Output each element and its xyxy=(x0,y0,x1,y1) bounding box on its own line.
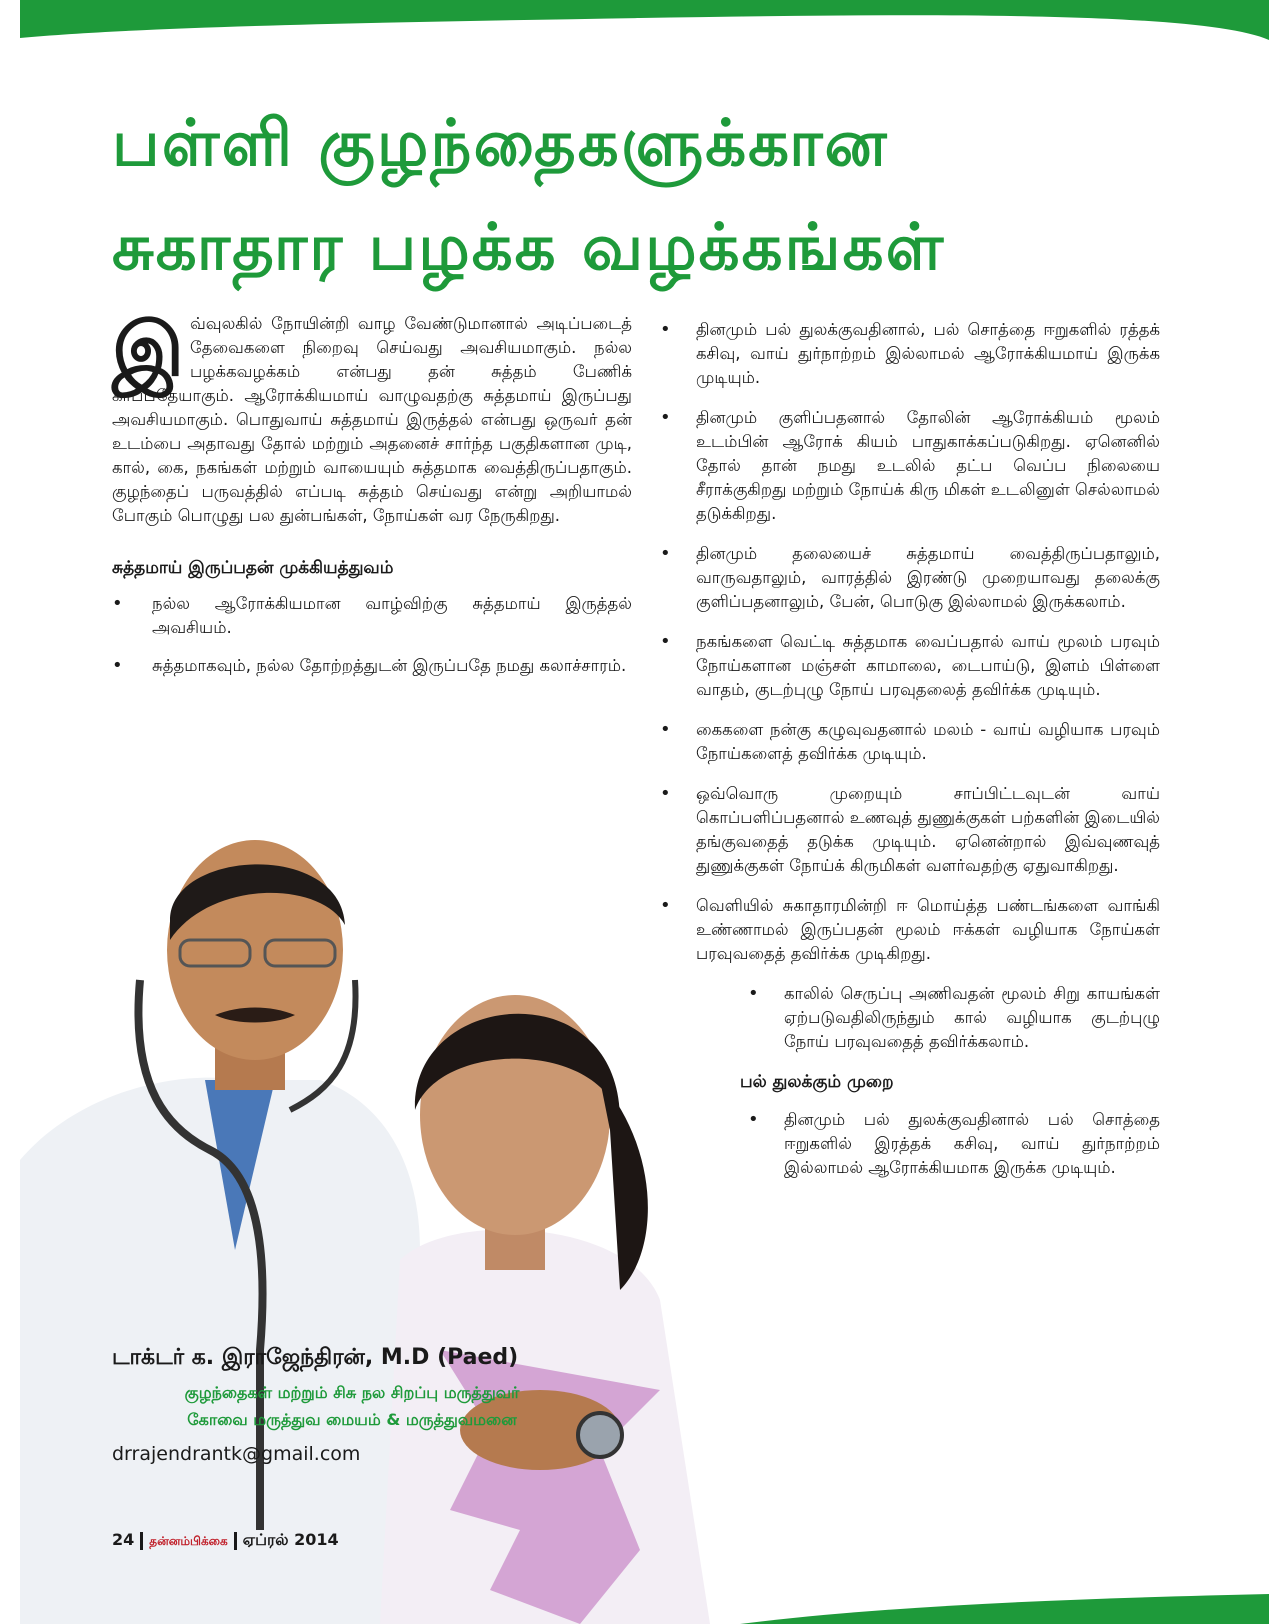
drop-cap: இ xyxy=(112,307,184,393)
brushing-list xyxy=(748,1108,1160,1180)
bullet-icon: • xyxy=(112,655,123,676)
doctor-and-child-photo xyxy=(20,830,750,1624)
bullet-icon: • xyxy=(660,783,671,804)
page-number: 24 xyxy=(112,1530,135,1549)
author-role: குழந்தைகள் மற்றும் சிசு நல சிறப்பு மருத்துவர் xyxy=(184,1383,520,1402)
list-item: • கைகளை நன்கு கழுவுவதனால் மலம் - வாய் வழியாக பரவும் நோய்களைத் தவிர்க்க முடியும். xyxy=(660,719,1160,763)
list-item: • ஒவ்வொரு முறையும் சாப்பிட்டவுடன் வாய் கொப்பளிப்பதனால் உணவுத் துணுக்குகள் பற்களின் இடையில் தங்குவதைத் தடுக்க முடியும். ஏனென்றால் இவ்வுணவுத் துணுக்குகள் நோய்க் கிருமிகள் வளர்வதற்கு ஏதுவாகிறது. xyxy=(660,783,1160,875)
bullet-icon: • xyxy=(748,983,759,1004)
footwear-tip-list xyxy=(748,982,1160,1054)
author-credit xyxy=(112,1345,632,1465)
magazine-logo: தன்னம்பிக்கை xyxy=(149,1534,228,1548)
author-name: டாக்டர் க. இராஜேந்திரன், M.D (Paed) xyxy=(112,1345,519,1370)
bullet-icon: • xyxy=(660,319,671,340)
author-email[interactable]: drrajendrantk@gmail.com xyxy=(112,1443,361,1465)
title-line-1: பள்ளி குழந்தைகளுக்கான xyxy=(112,107,889,181)
section-heading-importance: சுத்தமாய் இருப்பதன் முக்கியத்துவம் xyxy=(112,558,394,578)
footer-divider xyxy=(140,1532,143,1550)
list-item: • நல்ல ஆரோக்கியமான வாழ்விற்கு சுத்தமாய் இருத்தல் அவசியம். xyxy=(112,593,632,637)
issue-date: ஏப்ரல் 2014 xyxy=(242,1530,339,1549)
section-heading-brushing: பல் துலக்கும் முறை xyxy=(740,1072,894,1092)
list-item: • காலில் செருப்பு அணிவதன் மூலம் சிறு காயங்கள் ஏற்படுவதிலிருந்தும் கால் வழியாக குடற்புழு நோய் பரவுவதைத் தவிர்க்கலாம். xyxy=(748,983,1160,1051)
bullet-icon: • xyxy=(660,543,671,564)
bottom-green-band xyxy=(0,1564,1269,1624)
intro-text: வ்வுலகில் நோயின்றி வாழ வேண்டுமானால் அடிப்படைத் தேவைகளை நிறைவு செய்வது அவசியமாகும். நல்ல பழக்கவழக்கம் என்பது தன் சுத்தம் பேணிக் காப்பதேயாகும். ஆரோக்கியமாய் வாழுவதற்கு சுத்தமாய் இருப்பது அவசியமாகும். பொதுவாய் சுத்தமாய் இருத்தல் என்பது ஒருவர் தன் உடம்பை அதாவது தோல் மற்றும் அதனைச் சார்ந்த பகுதிகளான முடி, கால், கை, நகங்கள் மற்றும் வாயையும் சுத்தமாக வைத்திருப்பதாகும். குழந்தைப் பருவத்தில் எப்படி சுத்தம் செய்வது என்று அறியாமல் போகும் பொழுது பல துன்பங்கள், நோய்கள் வர நேருகிறது. xyxy=(112,314,632,525)
page-footer xyxy=(112,1530,339,1551)
list-item: • நகங்களை வெட்டி சுத்தமாக வைப்பதால் வாய் மூலம் பரவும் நோய்களான மஞ்சள் காமாலை, டைபாய்டு, இளம் பிள்ளை வாதம், குடற்புழு நோய் பரவுதலைத் தவிர்க்க முடியும். xyxy=(660,631,1160,699)
list-item: • தினமும் பல் துலக்குவதினால் பல் சொத்தை ஈறுகளில் இரத்தக் கசிவு, வாய் துர்நாற்றம் இல்லாமல் ஆரோக்கியமாக இருக்க முடியும். xyxy=(748,1109,1160,1177)
right-column xyxy=(660,318,1160,1196)
bullet-icon: • xyxy=(660,631,671,652)
intro-paragraph xyxy=(112,307,632,528)
list-item: • தினமும் பல் துலக்குவதினால், பல் சொத்தை ஈறுகளில் ரத்தக் கசிவு, வாய் துர்நாற்றம் இல்லாமல் ஆரோக்கியமாய் இருக்க முடியும். xyxy=(660,319,1160,387)
bullet-icon: • xyxy=(748,1109,759,1130)
list-item: • சுத்தமாகவும், நல்ல தோற்றத்துடன் இருப்பதே நமது கலாச்சாரம். xyxy=(112,655,627,676)
list-item: • தினமும் தலையைச் சுத்தமாய் வைத்திருப்பதாலும், வாருவதாலும், வாரத்தில் இரண்டு முறையாவது தலைக்கு குளிப்பதனாலும், பேன், பொடுகு இல்லாமல் இருக்கலாம். xyxy=(660,543,1160,611)
importance-list xyxy=(112,592,632,678)
author-organization: கோவை மருத்துவ மையம் & மருத்துவமனை xyxy=(187,1410,517,1429)
left-column xyxy=(112,307,632,692)
top-green-band xyxy=(0,0,1269,40)
list-item: • தினமும் குளிப்பதனால் தோலின் ஆரோக்கியம் மூலம் உடம்பின் ஆரோக் கியம் பாதுகாக்கப்படுகிறது. ஏனெனில் தோல் தான் நமது உடலில் தட்ப வெப்ப நிலையை சீராக்குகிறது மற்றும் நோய்க் கிரு மிகள் உடலினுள் செல்லாமல் தடுக்கிறது. xyxy=(660,407,1160,523)
bullet-icon: • xyxy=(660,719,671,740)
bullet-icon: • xyxy=(660,407,671,428)
bullet-icon: • xyxy=(112,593,123,614)
title-line-2: சுகாதார பழக்க வழக்கங்கள் xyxy=(112,211,946,285)
article-title xyxy=(112,92,1172,300)
list-item: • வெளியில் சுகாதாரமின்றி ஈ மொய்த்த பண்டங்களை வாங்கி உண்ணாமல் இருப்பதன் மூலம் ஈக்கள் வழியாக நோய்கள் பரவுவதைத் தவிர்க்க முடிகிறது. xyxy=(660,895,1160,963)
bullet-icon: • xyxy=(660,895,671,916)
hygiene-tips-list xyxy=(660,318,1160,966)
footer-divider xyxy=(234,1532,237,1550)
